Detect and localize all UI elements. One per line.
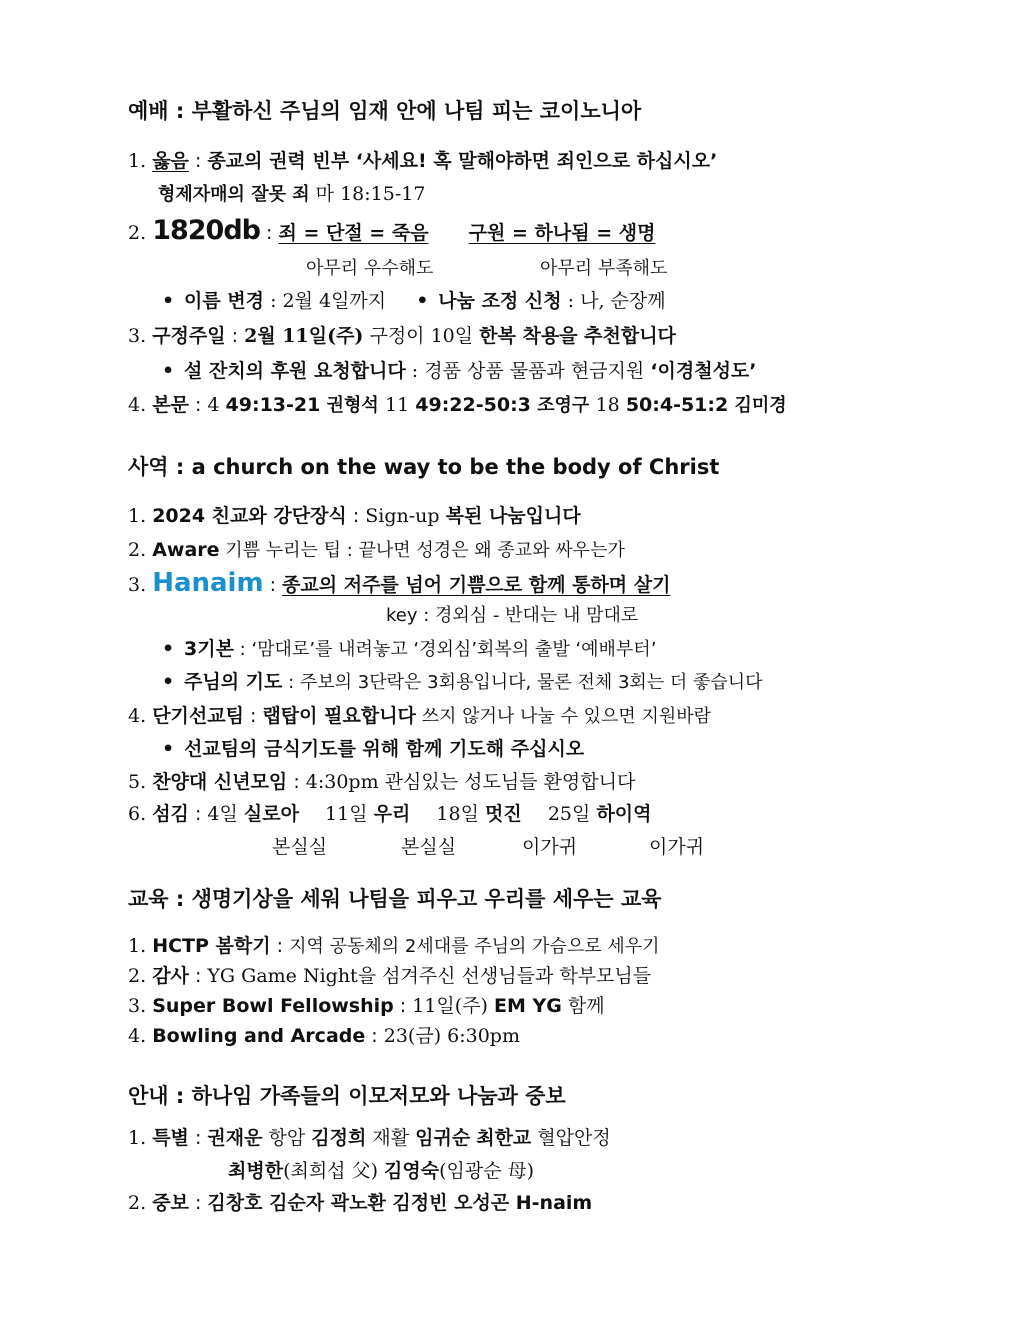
ministry-item-4-bullet: • 선교팀의 금식기도를 위해 함께 기도해 주십시오 — [162, 738, 585, 760]
ministry-item-4: 4. 단기선교팀 : 랩탑이 필요합니다 쓰지 않거나 나눌 수 있으면 지원바람 — [128, 705, 712, 727]
ministry-item-3-key: key : 경외심 - 반대는 내 맘대로 — [386, 605, 639, 626]
worship-section-title: 예배 : 부활하신 주님의 임재 안에 나팀 피는 코이노니아 — [128, 99, 642, 123]
education-section-title: 교육 : 생명기상을 세워 나팀을 피우고 우리를 세우는 교육 — [128, 887, 662, 911]
worship-item-2-note-right: 아무리 부족해도 — [540, 258, 668, 279]
ministry-item-6-place-2: 본실실 — [401, 836, 457, 858]
worship-item-2-bullets: • 이름 변경 : 2월 4일까지 • 나눔 조정 신청 : 나, 순장께 — [162, 290, 666, 312]
worship-item-1: 1. 옳음 : 종교의 권력 빈부 ‘사세요! 혹 말해야하면 죄인으로 하십시오’ — [128, 150, 718, 172]
ministry-item-3-bullet-1: • 3기본 : ‘맘대로’를 내려놓고 ‘경외심’회복의 출발 ‘예배부터’ — [162, 638, 657, 660]
notice-item-1-cont: 최병한(최희섭 父) 김영숙(임광순 母) — [228, 1160, 535, 1182]
1820db-logo: 1820db — [152, 215, 260, 246]
ministry-item-2: 2. Aware 기쁨 누리는 팁 : 끝나면 성경은 왜 종교와 싸우는가 — [128, 539, 625, 561]
ministry-item-6: 6. 섬김 : 4일 실로아 11일 우리 18일 멋진 25일 하이역 — [128, 803, 652, 825]
education-item-1: 1. HCTP 봄학기 : 지역 공동체의 2세대를 주님의 가슴으로 세우기 — [128, 935, 660, 957]
hanaim-logo: Hanaim — [152, 568, 264, 598]
worship-item-1-label: 옳음 — [152, 150, 189, 172]
ministry-item-3-bullet-2: • 주님의 기도 : 주보의 3단락은 3회용입니다, 물론 전체 3회는 더 좋습니다 — [162, 671, 763, 693]
ministry-section-title: 사역 : a church on the way to be the body of Christ — [128, 455, 720, 479]
ministry-item-6-place-4: 이가귀 — [649, 836, 705, 858]
notice-item-2: 2. 중보 : 김창호 김순자 곽노환 김정빈 오성곤 H-naim — [128, 1192, 593, 1214]
worship-item-2: 2. 1820db : 죄 = 단절 = 죽음 구원 = 하나됨 = 생명 — [128, 215, 656, 246]
education-item-4: 4. Bowling and Arcade : 23(금) 6:30pm — [128, 1025, 520, 1047]
ministry-item-6-place-3: 이가귀 — [522, 836, 578, 858]
ministry-item-6-place-1: 본실실 — [272, 836, 328, 858]
education-item-2: 2. 감사 : YG Game Night을 섬겨주신 선생님들과 학부모님들 — [128, 965, 652, 987]
worship-item-2-note-left: 아무리 우수해도 — [306, 258, 434, 279]
education-item-3: 3. Super Bowl Fellowship : 11일(주) EM YG 함께 — [128, 995, 605, 1017]
ministry-item-5: 5. 찬양대 신년모임 : 4:30pm 관심있는 성도님들 환영합니다 — [128, 771, 636, 793]
notice-item-1: 1. 특별 : 권재운 항암 김정희 재활 임귀순 최한교 혈압안정 — [128, 1127, 611, 1149]
worship-item-3-bullet: • 설 잔치의 후원 요청합니다 : 경품 상품 물품과 현금지원 ‘이경철성도’ — [162, 360, 757, 382]
worship-item-3: 3. 구정주일 : 2월 11일(주) 구정이 10일 한복 착용을 추천합니다 — [128, 325, 676, 347]
worship-item-4: 4. 본문 : 4 49:13-21 권형석 11 49:22-50:3 조영구 18 50:4-51:2 김미경 — [128, 394, 787, 416]
notice-section-title: 안내 : 하나임 가족들의 이모저모와 나눔과 중보 — [128, 1084, 566, 1108]
ministry-item-1: 1. 2024 친교와 강단장식 : Sign-up 복된 나눔입니다 — [128, 505, 581, 527]
ministry-item-3: 3. Hanaim : 종교의 저주를 넘어 기쁨으로 함께 통하며 살기 — [128, 568, 671, 598]
worship-item-1-sub: 형제자매의 잘못 죄 마 18:15-17 — [158, 183, 426, 205]
